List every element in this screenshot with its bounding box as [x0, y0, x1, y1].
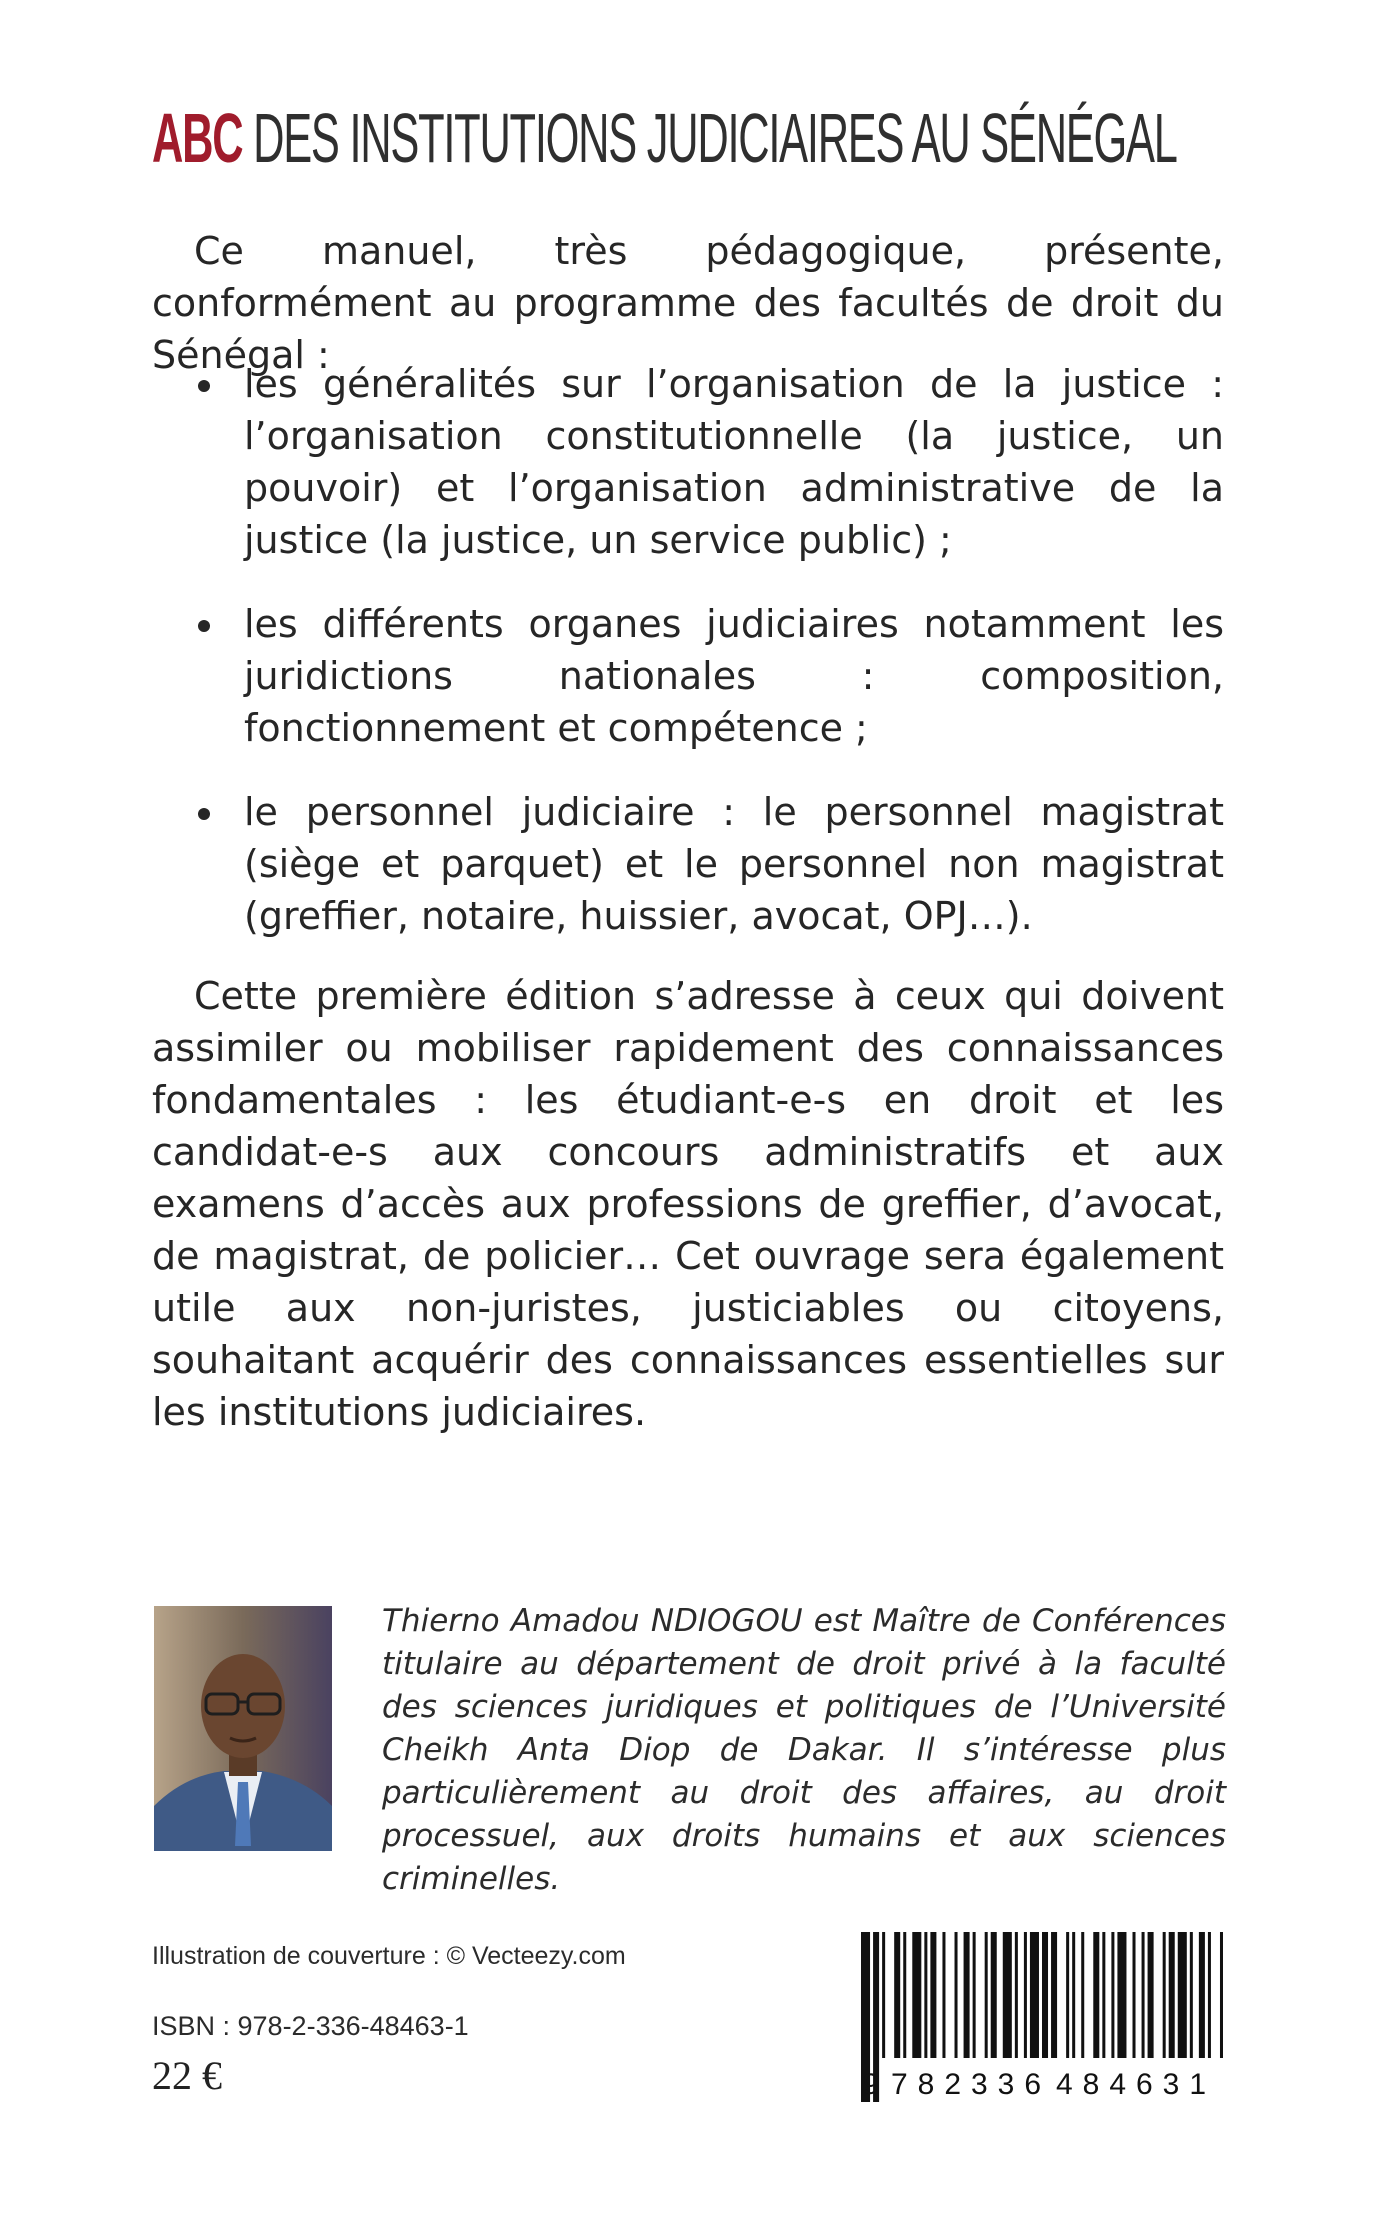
bullet-icon [198, 620, 210, 632]
title-rest: DES INSTITUTIONS JUDICIAIRES AU SÉNÉGAL [242, 99, 1177, 177]
author-bio [382, 1600, 1226, 1901]
list-item-text: les différents organes judiciaires notamment les juridictions nationales : composition, fonctionnement et compétence ; [244, 602, 1224, 750]
author-name: Thierno Amadou NDIOGOU [382, 1603, 803, 1639]
title-abc: ABC [152, 99, 243, 177]
book-title [152, 96, 1177, 180]
list-item [152, 358, 1224, 566]
bullet-icon [198, 380, 210, 392]
list-item [152, 598, 1224, 754]
list-item [152, 786, 1224, 942]
content-list [152, 358, 1224, 974]
illustration-credit: Illustration de couverture : © Vecteezy.com [152, 1942, 626, 1970]
closing-paragraph: Cette première édition s’adresse à ceux qui doivent assimiler ou mobiliser rapidement des connaissances fondamentales : les étudiant-e-s en droit et les candidat-e-s aux concours administratifs et aux examens d’accès aux professions de greffier, d’avocat, de magistrat, de policier… Cet ouvrage sera également utile aux non-juristes, justiciables ou citoyens, souhaitant acquérir des connaissances essentielles sur les institutions judiciaires. [152, 974, 1224, 1434]
author-portrait-icon [154, 1606, 332, 1851]
author-photo [154, 1606, 332, 1851]
list-item-text: le personnel judiciaire : le personnel magistrat (siège et parquet) et le personnel non magistrat (greffier, notaire, huissier, avocat, OPJ…). [244, 790, 1224, 938]
barcode-digits-right: 484631 [1056, 2068, 1206, 2101]
list-item-text: les généralités sur l’organisation de la justice : l’organisation constitutionnelle (la justice, un pouvoir) et l’organisation administrative de la justice (la justice, un service public) ; [244, 362, 1224, 562]
barcode-digit-first: 9 [862, 2068, 880, 2101]
barcode-digits-left: 782336 [891, 2068, 1041, 2101]
bullet-icon [198, 808, 210, 820]
author-bio-text: est Maître de Conférences titulaire au département de droit privé à la faculté des sciences juridiques et politiques de l’Université Cheikh Anta Diop de Dakar. Il s’intéresse plus particulièrement au droit des affaires, au droit processuel, aux droits humains et aux sciences criminelles. [382, 1603, 1226, 1897]
barcode-number [861, 2058, 1223, 2102]
isbn: ISBN : 978-2-336-48463-1 [152, 2011, 469, 2041]
intro-paragraph: Ce manuel, très pédagogique, présente, conformément au programme des facultés de droit du Sénégal : [152, 229, 1224, 377]
price: 22 € [152, 2053, 222, 2098]
